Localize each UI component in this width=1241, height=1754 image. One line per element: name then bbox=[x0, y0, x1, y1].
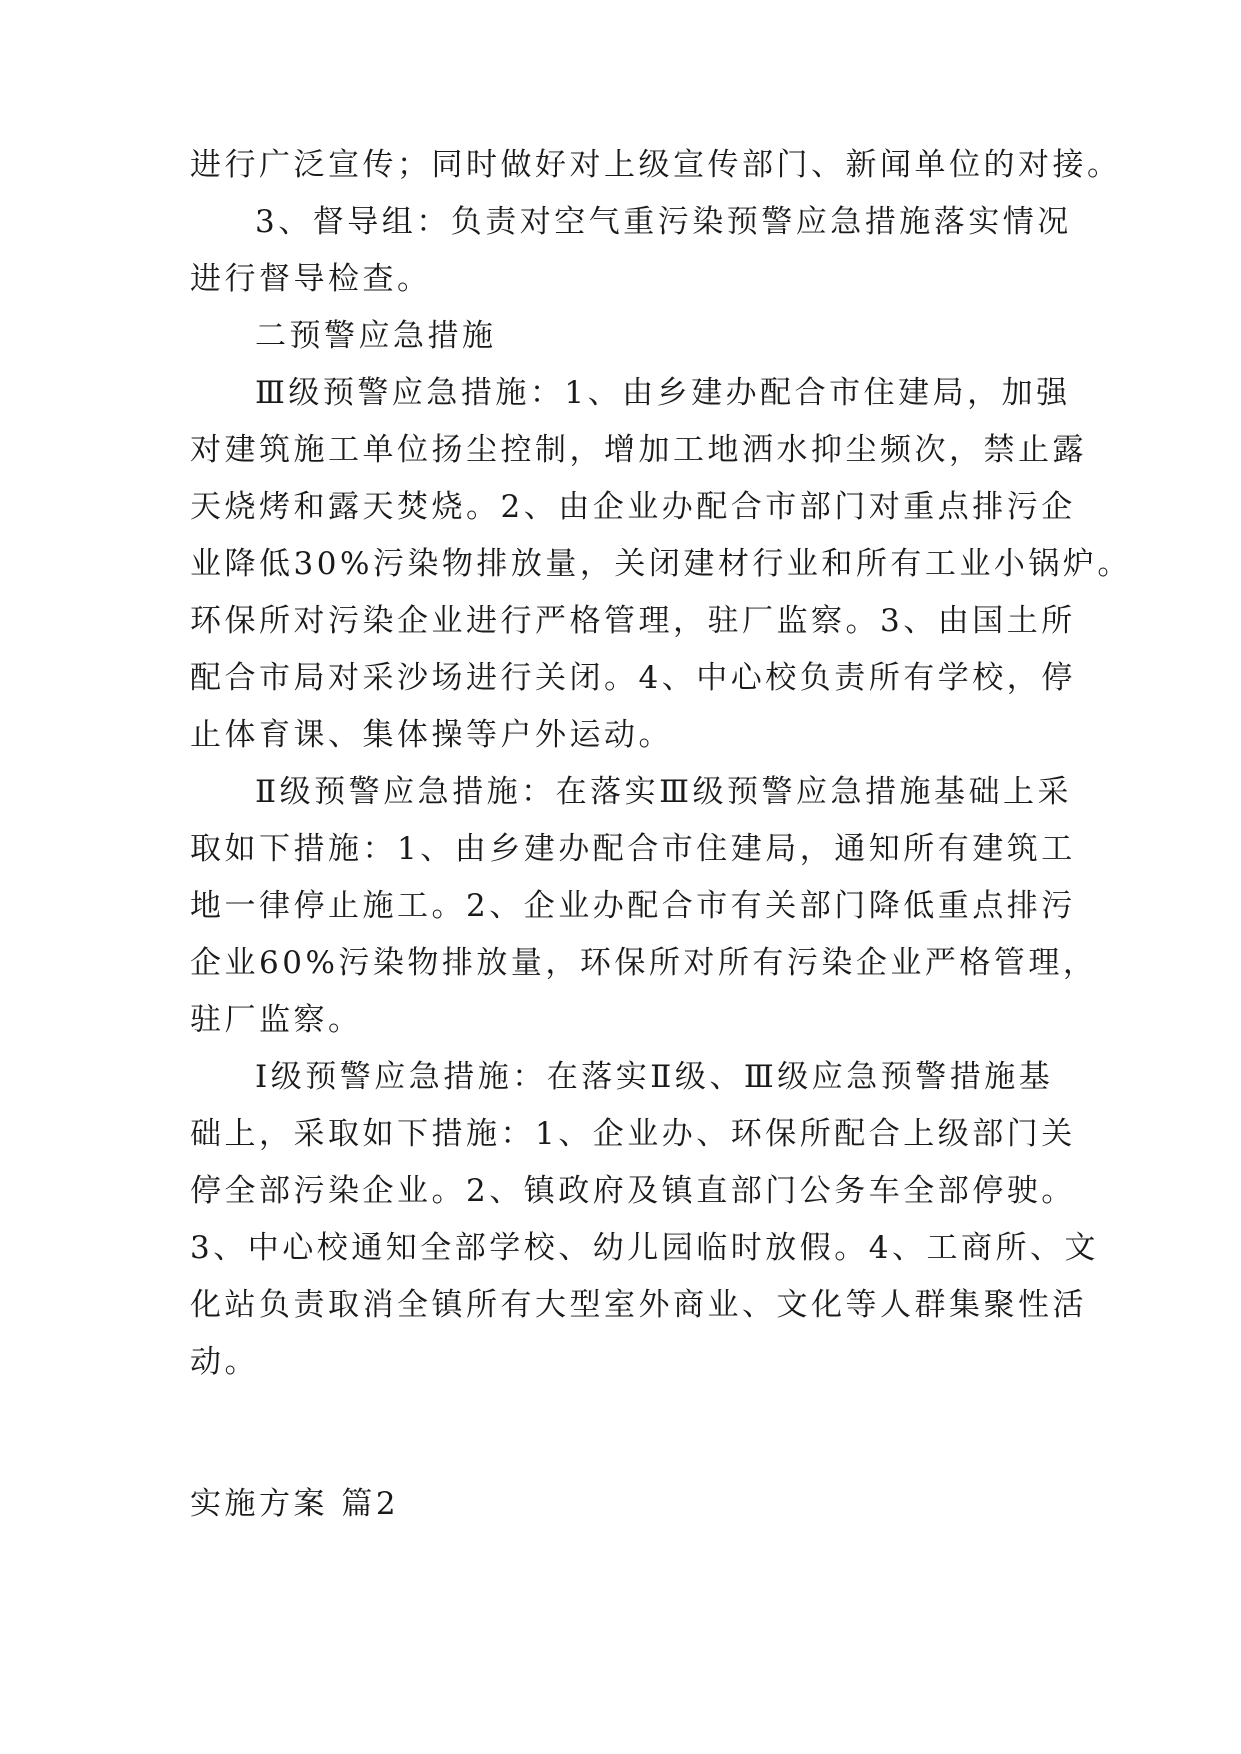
paragraph-line: Ⅱ级预警应急措施：在落实Ⅲ级预警应急措施基础上采 bbox=[255, 774, 1072, 810]
section-heading: 实施方案 篇2 bbox=[190, 1486, 400, 1522]
paragraph-line: 对建筑施工单位扬尘控制，增加工地洒水抑尘频次，禁止露 bbox=[190, 432, 1087, 468]
paragraph-line: 业降低30%污染物排放量，关闭建材行业和所有工业小锅炉。 bbox=[190, 546, 1132, 582]
paragraph-line: 化站负责取消全镇所有大型室外商业、文化等人群集聚性活 bbox=[190, 1287, 1087, 1323]
paragraph-line: 企业60%污染物排放量，环保所对所有污染企业严格管理， bbox=[190, 945, 1098, 981]
paragraph-line: 动。 bbox=[190, 1344, 259, 1380]
section-subheading: 二预警应急措施 bbox=[255, 318, 497, 354]
paragraph-line: Ⅲ级预警应急措施：1、由乡建办配合市住建局，加强 bbox=[255, 375, 1071, 411]
paragraph-line: 进行广泛宣传；同时做好对上级宣传部门、新闻单位的对接。 bbox=[190, 147, 1122, 183]
paragraph-line: 3、中心校通知全部学校、幼儿园临时放假。4、工商所、文 bbox=[190, 1230, 1099, 1266]
paragraph-line: 驻厂监察。 bbox=[190, 1002, 363, 1038]
paragraph-line: 取如下措施：1、由乡建办配合市住建局，通知所有建筑工 bbox=[190, 831, 1076, 867]
paragraph-line: 配合市局对采沙场进行关闭。4、中心校负责所有学校，停 bbox=[190, 660, 1076, 696]
paragraph-line: 环保所对污染企业进行严格管理，驻厂监察。3、由国土所 bbox=[190, 603, 1076, 639]
paragraph-line: 3、督导组：负责对空气重污染预警应急措施落实情况 bbox=[255, 204, 1072, 240]
paragraph-line: 停全部污染企业。2、镇政府及镇直部门公务车全部停驶。 bbox=[190, 1173, 1076, 1209]
paragraph-line: 进行督导检查。 bbox=[190, 261, 432, 297]
paragraph-line: 天烧烤和露天焚烧。2、由企业办配合市部门对重点排污企 bbox=[190, 489, 1076, 525]
paragraph-line: 地一律停止施工。2、企业办配合市有关部门降低重点排污 bbox=[190, 888, 1076, 924]
paragraph-line: 止体育课、集体操等户外运动。 bbox=[190, 717, 673, 753]
paragraph-line: 础上，采取如下措施：1、企业办、环保所配合上级部门关 bbox=[190, 1116, 1076, 1152]
paragraph-line: Ⅰ级预警应急措施：在落实Ⅱ级、Ⅲ级应急预警措施基 bbox=[255, 1059, 1054, 1095]
